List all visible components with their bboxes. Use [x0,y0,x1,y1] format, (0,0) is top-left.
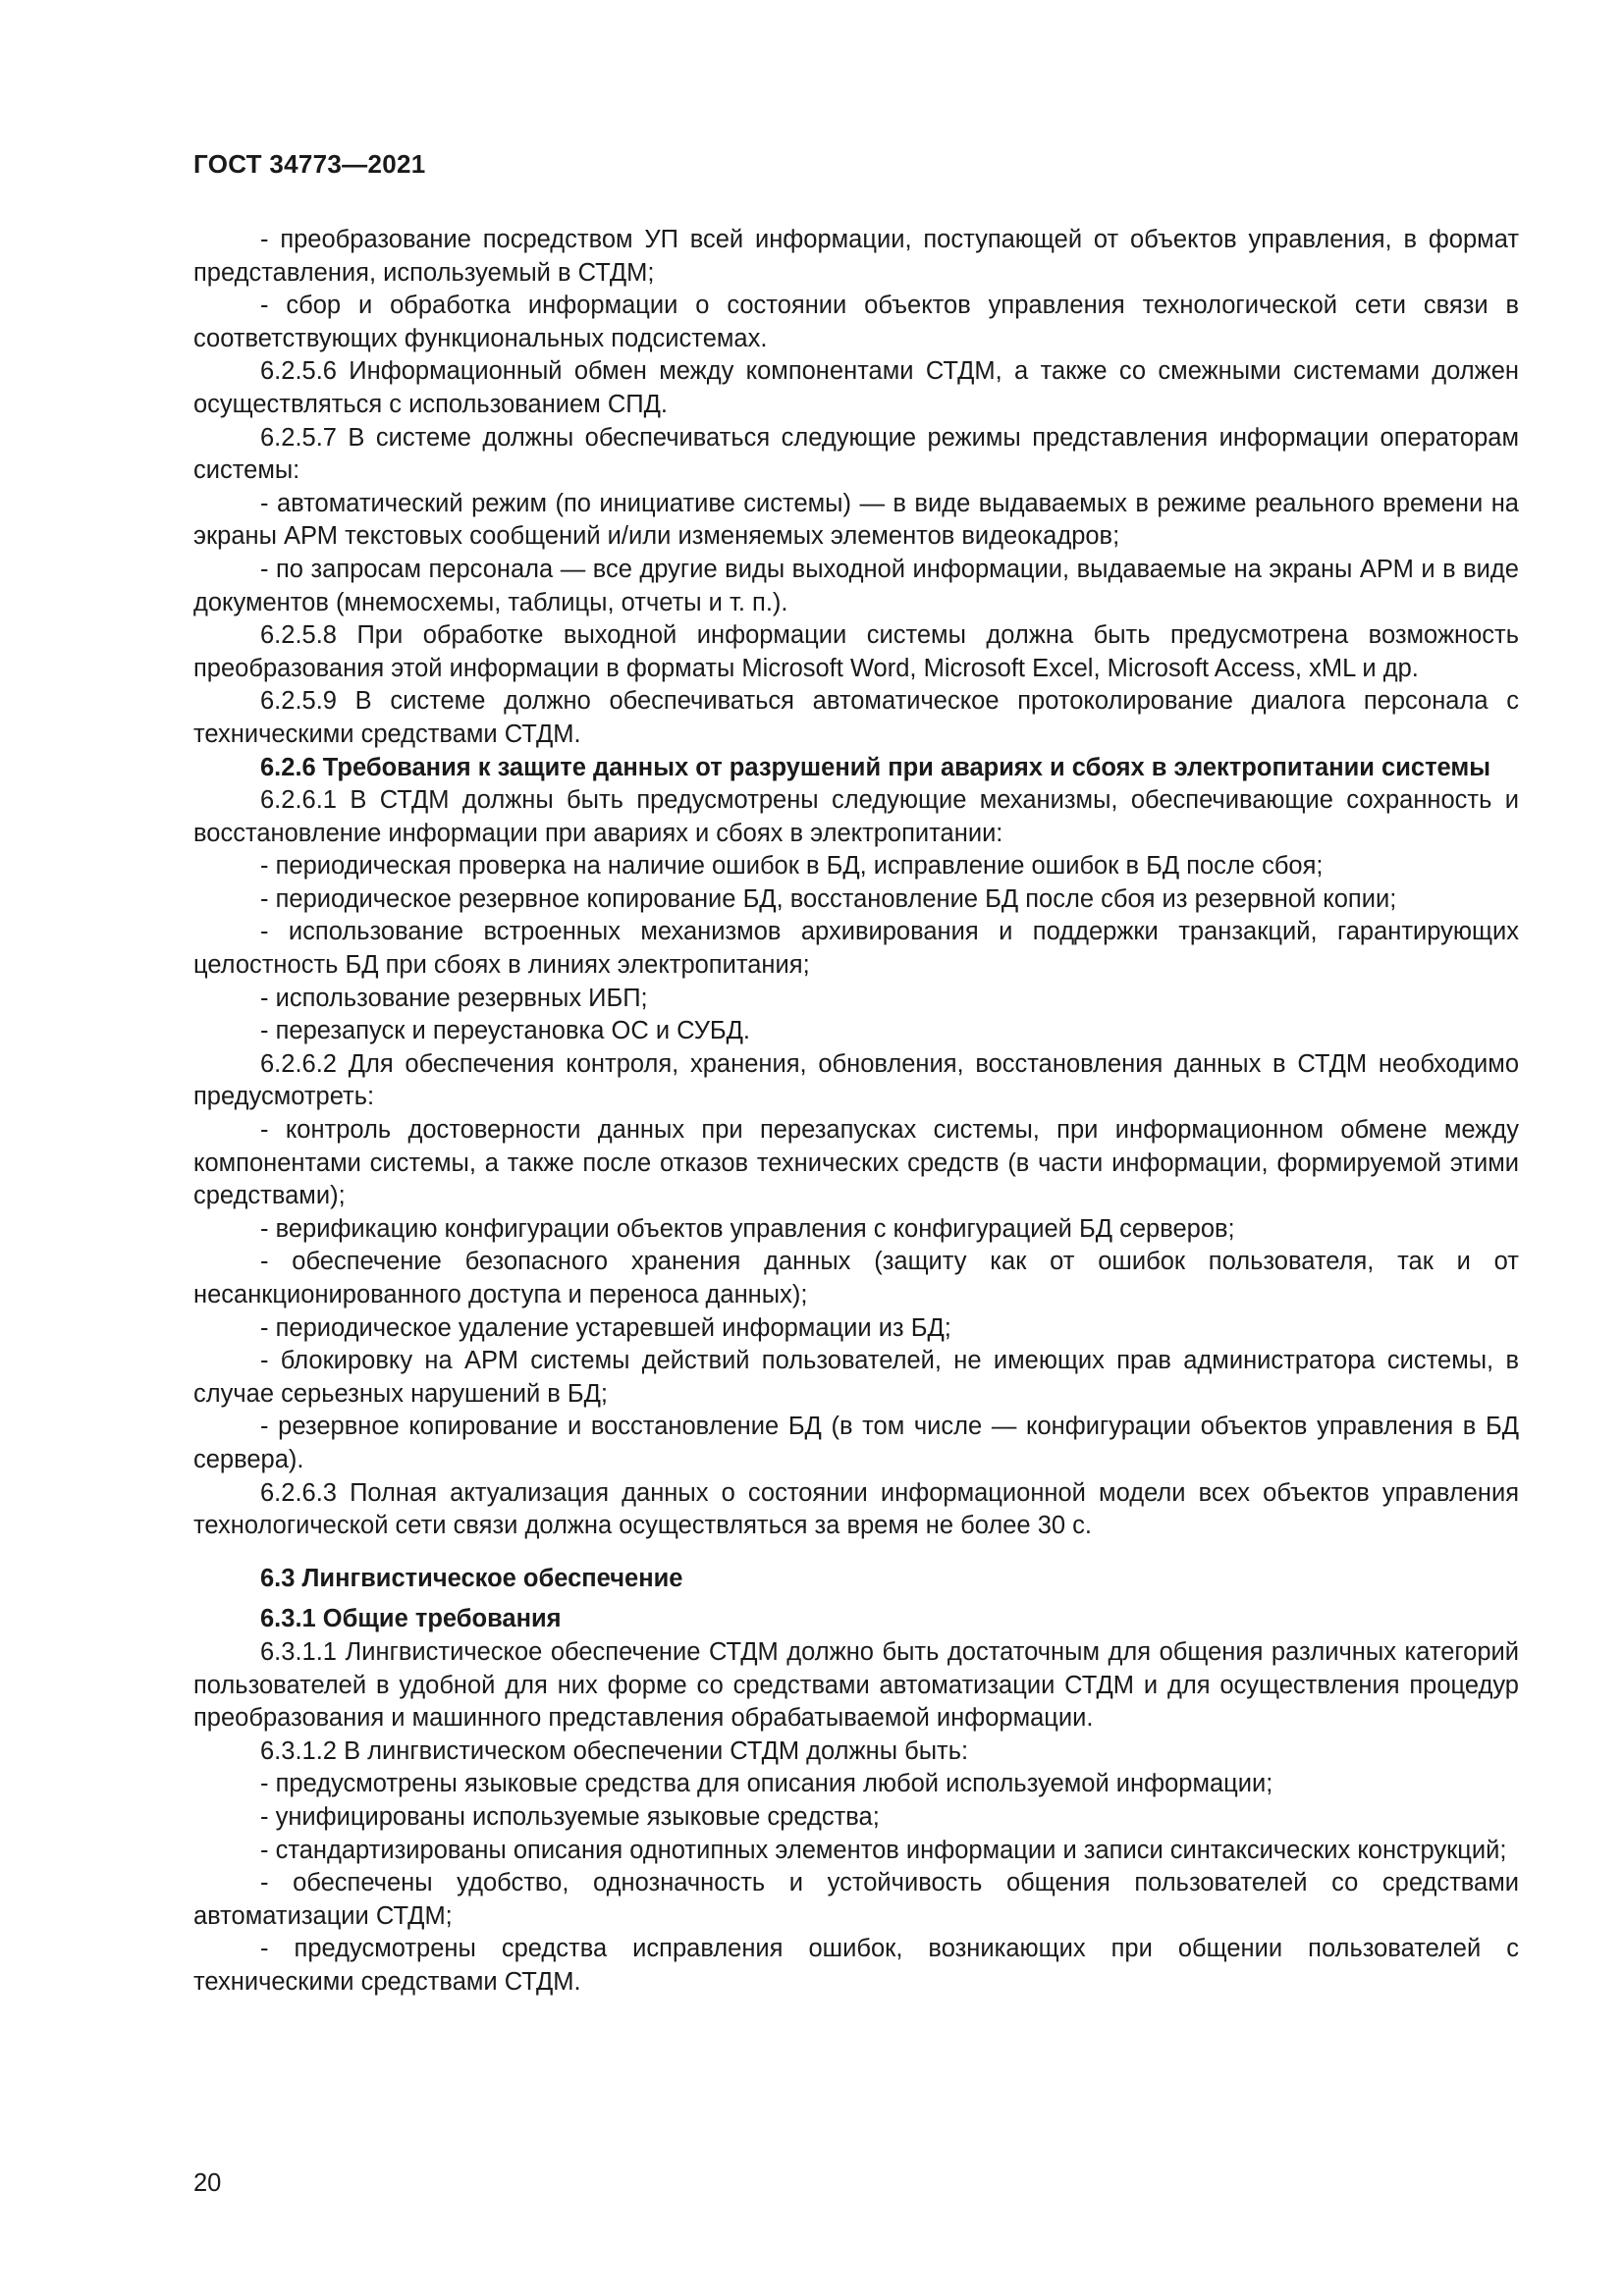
paragraph: - верификацию конфигурации объектов управления с конфигурацией БД серверов; [260,1214,1235,1243]
subsection-heading: 6.3.1 Общие требования [260,1605,562,1633]
paragraph: - обеспечение безопасного хранения данных (защиту как от ошибок пользователя, так и от несанкционированного доступа и переноса данных); [193,1248,1519,1308]
paragraph: 6.2.5.9 В системе должно обеспечиваться автоматическое протоколирование диалога персонала с техническими средствами СТДМ. [193,687,1519,748]
section-heading: 6.3 Лингвистическое обеспечение [260,1564,683,1592]
document-header: ГОСТ 34773—2021 [193,149,426,179]
paragraph: - преобразование посредством УП всей информации, поступающей от объектов управления, в формат представления, используемый в СТДМ; [193,226,1519,287]
paragraph: - перезапуск и переустановка ОС и СУБД. [260,1017,751,1045]
paragraph: - стандартизированы описания однотипных элементов информации и записи синтаксических конструкций; [260,1836,1507,1864]
paragraph: - предусмотрены средства исправления ошибок, возникающих при общении пользователей с техническими средствами СТДМ. [193,1935,1519,1996]
paragraph: - использование резервных ИБП; [260,984,648,1012]
section-heading: 6.2.6 Требования к защите данных от разрушений при авариях и сбоях в электропитании системы [260,753,1491,781]
paragraph: 6.2.5.8 При обработке выходной информации системы должна быть предусмотрена возможность преобразования этой информации в форматы Microsoft Word, Microsoft Excel, Microsoft Access, xML и др. [193,621,1519,682]
paragraph: - контроль достоверности данных при перезапусках системы, при информационном обмене между компонентами системы, а также после отказов технических средств (в части информации, формируемой этими средствами); [193,1116,1519,1210]
paragraph: 6.3.1.1 Лингвистическое обеспечение СТДМ должно быть достаточным для общения различных категорий пользователей в удобной для них форме со средствами автоматизации СТДМ и для осуществления процедур преобразования и машинного представления обрабатываемой информации. [193,1637,1519,1733]
paragraph: - автоматический режим (по инициативе системы) — в виде выдаваемых в режиме реального времени на экраны АРМ текстовых сообщений и/или изменяемых элементов видеокадров; [193,489,1519,551]
paragraph: - периодическая проверка на наличие ошибок в БД, исправление ошибок в БД после сбоя; [260,852,1324,881]
document-body [193,224,1519,1999]
paragraph: - по запросам персонала — все другие виды выходной информации, выдаваемые на экраны АРМ и в виде документов (мнемосхемы, таблицы, отчеты и т. п.). [193,555,1519,616]
paragraph: 6.2.6.2 Для обеспечения контроля, хранения, обновления, восстановления данных в СТДМ необходимо предусмотреть: [193,1049,1519,1111]
paragraph: - периодическое удаление устаревшей информации из БД; [260,1313,951,1342]
paragraph: 6.2.6.1 В СТДМ должны быть предусмотрены следующие механизмы, обеспечивающие сохранность и восстановление информации при авариях и сбоях в электропитании: [193,786,1519,847]
page-number: 20 [193,2169,222,2197]
paragraph: - унифицированы используемые языковые средства; [260,1802,880,1831]
paragraph: - обеспечены удобство, однозначность и устойчивость общения пользователей со средствами автоматизации СТДМ; [193,1869,1519,1930]
paragraph: 6.2.6.3 Полная актуализация данных о состоянии информационной модели всех объектов управления технологической сети связи должна осуществляться за время не более 30 с. [193,1478,1519,1540]
paragraph: - резервное копирование и восстановление БД (в том числе — конфигурации объектов управления в БД сервера). [193,1413,1519,1473]
paragraph: - блокировку на АРМ системы действий пользователей, не имеющих прав администратора системы, в случае серьезных нарушений в БД; [193,1347,1519,1408]
paragraph: - сбор и обработка информации о состоянии объектов управления технологической сети связи в соответствующих функциональных подсистемах. [193,292,1519,352]
paragraph: - использование встроенных механизмов архивирования и поддержки транзакций, гарантирующих целостность БД при сбоях в линиях электропитания; [193,918,1519,980]
paragraph: 6.2.5.6 Информационный обмен между компонентами СТДМ, а также со смежными системами должен осуществляться с использованием СПД. [193,357,1519,418]
paragraph: 6.2.5.7 В системе должны обеспечиваться следующие режимы представления информации операторам системы: [193,423,1519,485]
paragraph: - периодическое резервное копирование БД, восстановление БД после сбоя из резервной копии; [260,884,1397,913]
paragraph: 6.3.1.2 В лингвистическом обеспечении СТДМ должны быть: [260,1736,969,1765]
paragraph: - предусмотрены языковые средства для описания любой используемой информации; [260,1770,1273,1798]
